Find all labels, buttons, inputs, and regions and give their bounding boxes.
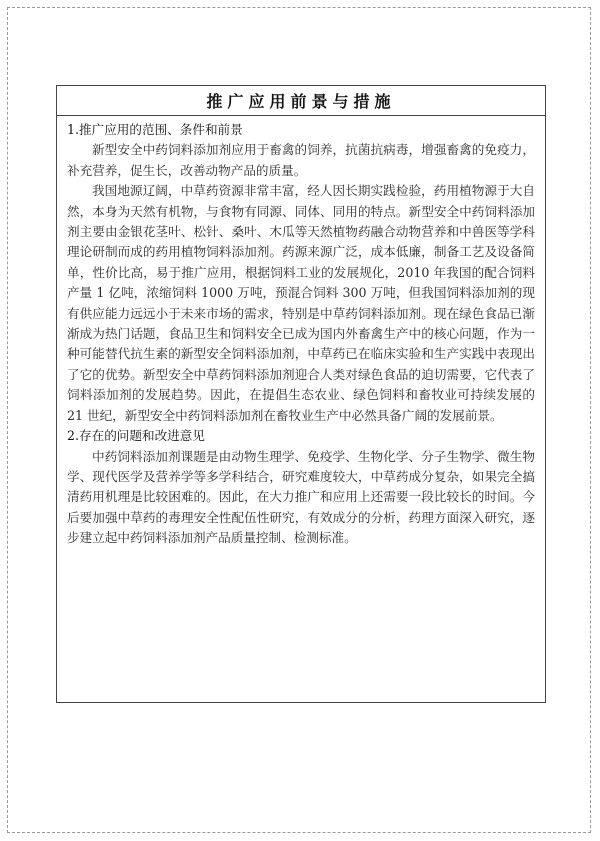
paragraph: 中药饲料添加剂课题是由动物生理学、免疫学、生物化学、分子生物学、微生物学、现代医学及营养学等多学科结合，研究难度较大，中草药成分复杂，如果完全搞清药用机理是比较困难的。因此，在大力推广和应用上还需要一段比较长的时间。今后要加强中草药的毒理安全性配伍性研究，有效成分的分析，药理方面深入研究，逐步建立起中药饲料添加剂产品质量控制、检测标准。 [67, 448, 535, 546]
content-area [57, 116, 545, 549]
form-table [56, 85, 546, 703]
section-heading-problems: 2.存在的问题和改进意见 [67, 428, 205, 444]
paragraph: 新型安全中药饲料添加剂应用于畜禽的饲养，抗菌抗病毒，增强畜禽的免疫力，补充营养，促生长，改善动物产品的质量。 [67, 142, 535, 178]
page-title: 推广应用前景与措施 [57, 86, 545, 116]
section-heading-scope: 1.推广应用的范围、条件和前景 [67, 122, 243, 137]
paragraph: 我国地源辽阔，中草药资源非常丰富，经人因长期实践检验，药用植物源于大自然，本身为天然有机物，与食物有同源、同体、同用的特点。新型安全中药饲料添加剂主要由金银花茎叶、松针、桑叶、木瓜等天然植物药融合动物营养和中兽医等学科理论研制而成的药用植物饲料添加剂。药源来源广泛，成本低廉，制备工艺及设备简单，性价比高，易于推广应用，根据饲料工业的发展规化，2010 年我国的配合饲料产量 1 亿吨，浓缩饲料 1000 万吨，预混合饲料 300 万吨，但我国饲料添加剂的现有供应能力远远小于未来市场的需求，特别是中草药饲料添加剂。现在绿色食品已渐渐成为热门话题，食品卫生和饲料安全已成为国内外畜禽生产中的核心问题，作为一种可能替代抗生素的新型安全饲料添加剂，中草药已在临床实验和生产实践中表现出了它的优势。新型安全中草药饲料添加剂迎合人类对绿色食品的迫切需要，它代表了饲料添加剂的发展趋势。因此，在提倡生态农业、绿色饲料和畜牧业可持续发展的 21 世纪，新型安全中药饲料添加剂在畜牧业生产中必然具备广阔的发展前景。 [67, 183, 535, 423]
